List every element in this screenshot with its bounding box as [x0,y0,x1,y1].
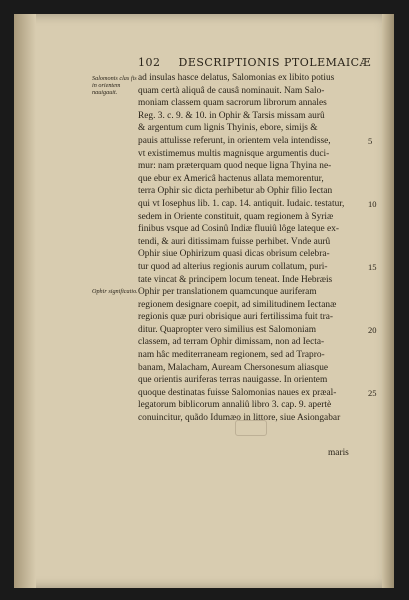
text-line: pauis attulisse referunt, in orientem vela intendisse, [138,135,331,146]
running-header [138,56,388,69]
text-line: mur: nam præterquam quod neque ligna Thyina ne- [138,161,332,172]
text-line: que orientis auriferas terras nauigasse. In orientem [138,375,328,386]
text-line: tur quod ad alterius regionis aurum collatum, puri- [138,261,328,272]
text-line: quam certà aliquâ de causâ nominauit. Nam Salo- [138,85,325,96]
line-number: 5 [368,136,373,146]
line-number: 20 [368,325,377,335]
text-line: nam hâc mediterraneam regionem, sed ad Trapro- [138,350,325,361]
margin-note: Ophir significatio. [92,288,138,295]
text-line: Reg. 3. c. 9. & 10. in Ophir & Tarsis missam aurû [138,110,325,121]
running-title: DESCRIPTIONIS PTOLEMAICÆ [178,56,372,69]
page-gutter [14,14,36,588]
text-line: moniam classem quam sacrorum librorum annales [138,98,327,109]
text-line: terra Ophir sic dicta perhibetur ab Ophir filio Iectan [138,186,333,197]
margin-note: Salomonis clas fis in orientem nauigauit. [92,75,137,96]
text-line: regionem designare coepit, ad similitudinem Iectanæ [138,299,337,310]
page-stain [235,420,267,436]
text-line: Ophir siue Ophirizum quasi dicas obrisum celebra- [138,249,330,260]
line-number: 25 [368,388,377,398]
text-line: classem, ad terram Ophir dimissam, non ad Iecta- [138,337,325,348]
catchword: maris [328,448,349,458]
page-edge [382,14,394,588]
text-line: legatorum biblicorum annaliû libro 3. cap. 9. apertè [138,400,332,411]
page-number: 102 [138,56,161,69]
text-line: tate vincat & principem locum teneat. Inde Hebræis [138,274,333,285]
text-line: & argentum cum lignis Thyinis, ebore, simijs & [138,123,318,134]
text-line: sedem in Oriente constituit, quam regionem à Syriæ [138,211,334,222]
line-number: 15 [368,262,377,272]
text-line: vt existimemus multis magnisque argumentis duci- [138,148,330,159]
text-line: que ebur ex Americâ hactenus allata memorentur, [138,173,324,184]
line-number: 10 [368,199,377,209]
text-line: banam, Malacham, Auream Chersonesum aliasque [138,362,329,373]
text-line: finibus vsque ad Cosinû Indiæ fluuiû lôge lateque ex- [138,224,340,235]
text-line: regionis quæ puri obrisique auri fertilissima fuit tra- [138,312,334,323]
text-line: tendi, & auri ditissimam fuisse perhibet. Vnde aurû [138,236,331,247]
text-line: ad insulas hasce delatus, Salomonias ex libito potius [138,73,335,83]
text-line: qui vt Iosephus lib. 1. cap. 14. antiquit. Iudaic. testatur, [138,198,345,209]
body-text [138,72,364,425]
text-line: conuincitur, quãdo Idumæo in littore, siue Asiongabar [138,413,341,424]
text-line: quoque destinatas fuisse Salomonias naues ex præal- [138,387,337,398]
text-line: Ophir per translationem quamcunque auriferam [138,287,317,298]
text-line: ditur. Quapropter vero similius est Salomoniam [138,324,317,335]
